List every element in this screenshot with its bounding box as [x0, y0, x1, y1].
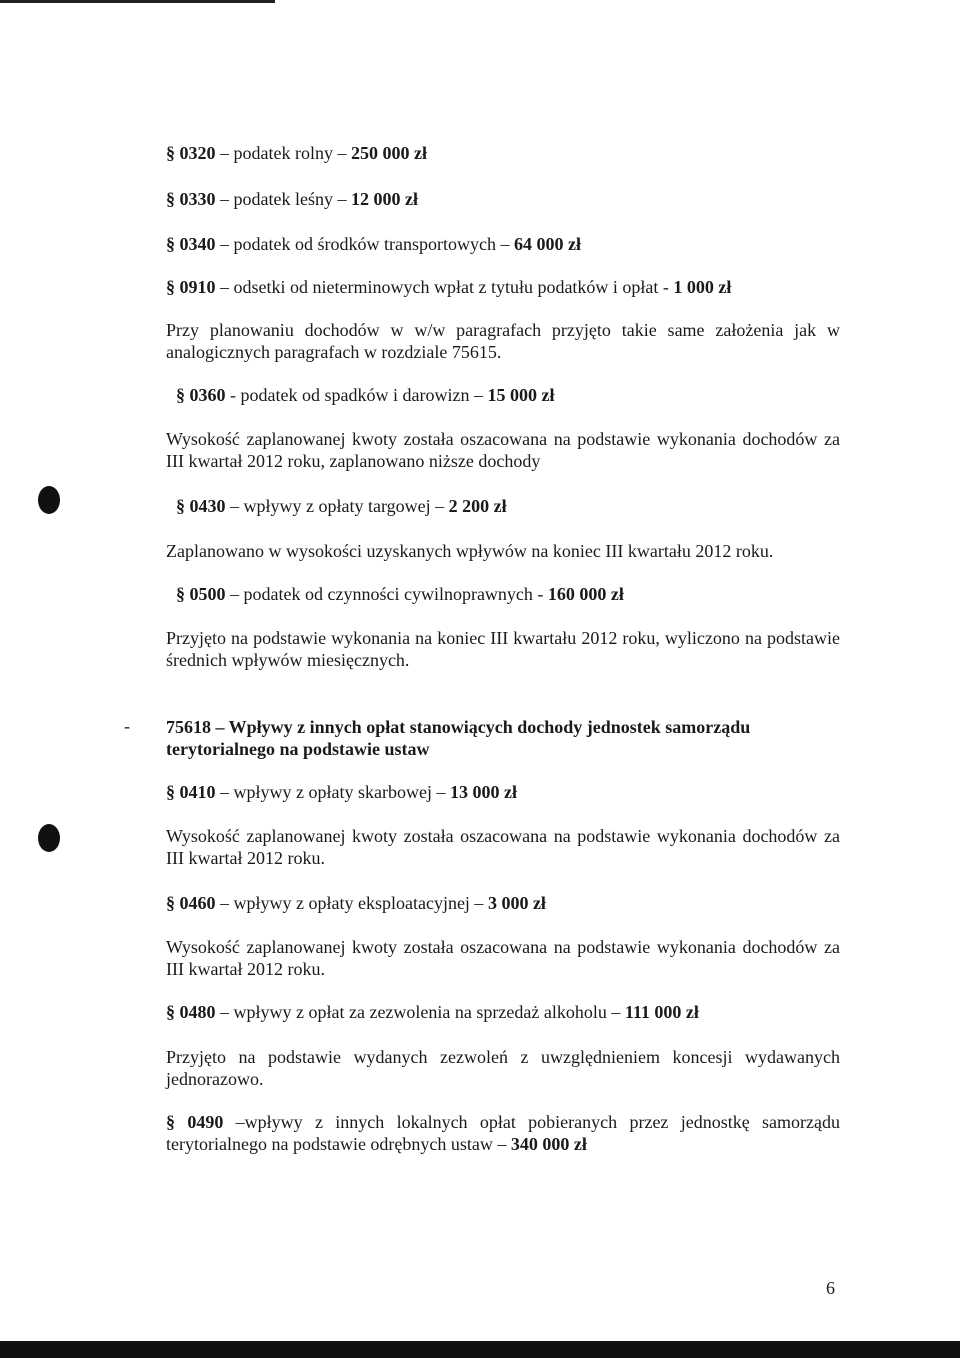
paragraph-amount: 160 000 zł: [547, 584, 624, 604]
section-title-75618-cont: terytorialnego na podstawie ustaw: [166, 739, 430, 759]
paragraph-0410: [166, 781, 517, 803]
paragraph-text: – podatek od czynności cywilnoprawnych -: [225, 584, 548, 604]
page-number: 6: [826, 1278, 835, 1298]
paragraph-amount: 340 000 zł: [510, 1134, 587, 1154]
punch-hole: [38, 486, 60, 514]
description-0460: Wysokość zaplanowanej kwoty została oszacowana na podstawie wykonania dochodów za III kwartał 2012 roku.: [166, 937, 840, 979]
bottom-rule: [0, 1341, 960, 1358]
paragraph-sep: –: [215, 234, 234, 254]
paragraph-sep: –: [215, 277, 234, 297]
paragraph-text: podatek rolny –: [233, 143, 351, 163]
paragraph-code: § 0460: [166, 893, 216, 913]
paragraph-code: § 0490: [166, 1112, 224, 1132]
paragraph-code: § 0320: [166, 143, 216, 163]
top-rule: [0, 0, 275, 3]
paragraph-0500: [176, 583, 624, 605]
paragraph-text: podatek od środków transportowych –: [233, 234, 514, 254]
paragraph-code: § 0430: [176, 496, 226, 516]
paragraph-code: § 0500: [176, 584, 226, 604]
paragraph-0360: [176, 384, 554, 406]
paragraph-0340: [166, 233, 581, 255]
paragraph-sep: –: [215, 189, 234, 209]
description-0430: Zaplanowano w wysokości uzyskanych wpływów na koniec III kwartału 2012 roku.: [166, 541, 774, 561]
paragraph-code: § 0910: [166, 277, 216, 297]
paragraph-amount: 12 000 zł: [350, 189, 418, 209]
paragraph-0330: [166, 188, 418, 210]
paragraph-amount: 3 000 zł: [487, 893, 546, 913]
paragraph-text: – wpływy z opłaty eksploatacyjnej –: [215, 893, 488, 913]
paragraph-0490: [166, 1111, 840, 1155]
paragraph-amount: 111 000 zł: [624, 1002, 699, 1022]
description-0500: Przyjęto na podstawie wykonania na koniec III kwartału 2012 roku, wyliczono na podstawie średnich wpływów miesięcznych.: [166, 628, 840, 670]
paragraph-code: § 0360: [176, 385, 226, 405]
paragraph-text: podatek leśny –: [233, 189, 351, 209]
paragraph-0320: [166, 142, 427, 164]
paragraph-0910: [166, 276, 731, 298]
paragraph-amount: 2 200 zł: [448, 496, 507, 516]
paragraph-0480: [166, 1001, 699, 1023]
paragraph-amount: 15 000 zł: [487, 385, 555, 405]
paragraph-code: § 0340: [166, 234, 216, 254]
paragraph-0460: [166, 892, 546, 914]
paragraph-amount: 64 000 zł: [513, 234, 581, 254]
paragraph-amount: 13 000 zł: [449, 782, 517, 802]
paragraph-code: § 0480: [166, 1002, 216, 1022]
paragraph-text: odsetki od nieterminowych wpłat z tytułu podatków i opłat -: [233, 277, 674, 297]
paragraph-code: § 0330: [166, 189, 216, 209]
paragraph-amount: 250 000 zł: [350, 143, 427, 163]
paragraph-sep: –: [215, 143, 234, 163]
section-title-75618: 75618 – Wpływy z innych opłat stanowiących dochody jednostek samorządu: [166, 717, 751, 737]
paragraph-text: –wpływy z innych lokalnych opłat pobieranych przez jednostkę samorządu terytorialnego na podstawie odrębnych ustaw –: [166, 1112, 841, 1154]
paragraph-0430: [176, 495, 507, 517]
paragraph-code: § 0410: [166, 782, 216, 802]
note-75615: Przy planowaniu dochodów w w/w paragrafach przyjęto takie same założenia jak w analogicznych paragrafach w rozdziale 75615.: [166, 320, 840, 362]
description-0480: Przyjęto na podstawie wydanych zezwoleń z uwzględnieniem koncesji wydawanych jednorazowo.: [166, 1047, 840, 1089]
description-0360: Wysokość zaplanowanej kwoty została oszacowana na podstawie wykonania dochodów za III kwartał 2012 roku, zaplanowano niższe dochody: [166, 429, 840, 471]
paragraph-text: - podatek od spadków i darowizn –: [225, 385, 488, 405]
section-dash: -: [124, 716, 130, 736]
paragraph-amount: 1 000 zł: [673, 277, 732, 297]
paragraph-text: – wpływy z opłaty targowej –: [225, 496, 449, 516]
paragraph-text: – wpływy z opłaty skarbowej –: [215, 782, 450, 802]
description-0410: Wysokość zaplanowanej kwoty została oszacowana na podstawie wykonania dochodów za III kwartał 2012 roku.: [166, 826, 840, 868]
paragraph-text: – wpływy z opłat za zezwolenia na sprzedaż alkoholu –: [215, 1002, 625, 1022]
punch-hole: [38, 824, 60, 852]
